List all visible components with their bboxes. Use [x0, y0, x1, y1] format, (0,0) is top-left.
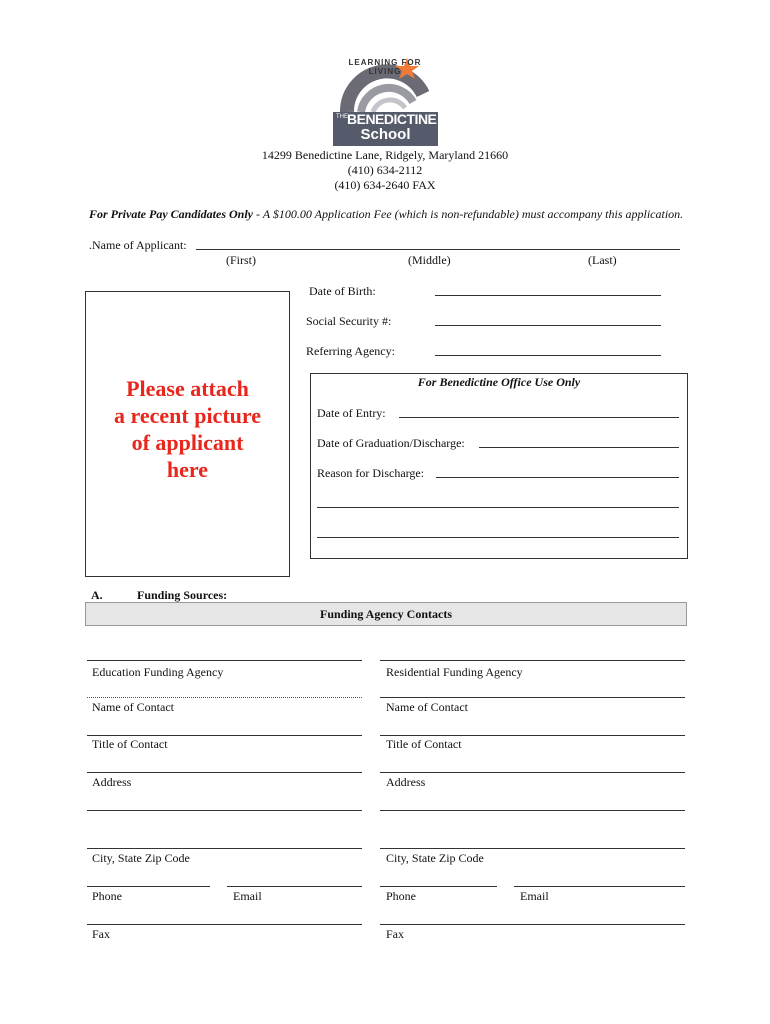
education-phone-label: Phone — [92, 889, 122, 903]
discharge-reason-line-2[interactable] — [317, 507, 679, 508]
discharge-reason-label: Reason for Discharge: — [317, 466, 425, 480]
middle-name-caption: (Middle) — [408, 253, 451, 267]
education-fax-field[interactable] — [87, 924, 362, 925]
applicant-name-label: .Name of Applicant: — [89, 238, 187, 252]
education-address-label: Address — [92, 775, 132, 789]
education-city-field[interactable] — [87, 848, 362, 849]
last-name-caption: (Last) — [588, 253, 617, 267]
first-name-caption: (First) — [226, 253, 256, 267]
dob-label: Date of Birth: — [309, 284, 376, 298]
entry-date-label: Date of Entry: — [317, 406, 386, 420]
residential-agency-field[interactable] — [380, 660, 685, 661]
education-title-field[interactable] — [87, 735, 362, 736]
residential-city-field[interactable] — [380, 848, 685, 849]
office-use-title: For Benedictine Office Use Only — [417, 375, 581, 389]
education-phone-field[interactable] — [87, 886, 210, 887]
education-title-label: Title of Contact — [92, 737, 168, 751]
photo-box[interactable] — [85, 291, 290, 577]
residential-phone-field[interactable] — [380, 886, 497, 887]
residential-agency-label: Residential Funding Agency — [386, 665, 523, 679]
education-address-field[interactable] — [87, 772, 362, 773]
discharge-reason-field[interactable] — [436, 477, 679, 478]
logo-school: School — [360, 126, 411, 143]
education-city-label: City, State Zip Code — [92, 851, 190, 865]
fee-notice — [89, 207, 683, 222]
photo-text-line: of applicant — [131, 430, 244, 455]
school-logo — [333, 54, 438, 146]
residential-email-field[interactable] — [514, 886, 685, 887]
discharge-reason-line-3[interactable] — [317, 537, 679, 538]
fax-line: (410) 634-2640 FAX — [334, 178, 436, 192]
residential-fax-label: Fax — [386, 927, 404, 941]
ssn-label: Social Security #: — [306, 314, 392, 328]
education-address-line-2[interactable] — [87, 810, 362, 811]
residential-email-label: Email — [520, 889, 549, 903]
residential-address-line-2[interactable] — [380, 810, 685, 811]
education-fax-label: Fax — [92, 927, 110, 941]
logo-arc-text: LEARNING FOR LIVING — [348, 58, 422, 76]
residential-title-field[interactable] — [380, 735, 685, 736]
photo-text-line: here — [166, 457, 209, 482]
applicant-name-field[interactable] — [196, 249, 680, 250]
residential-title-label: Title of Contact — [386, 737, 462, 751]
section-letter: A. — [91, 588, 103, 602]
entry-date-field[interactable] — [399, 417, 679, 418]
residential-contact-field[interactable] — [380, 697, 685, 698]
residential-address-field[interactable] — [380, 772, 685, 773]
photo-instructions — [86, 375, 289, 483]
ssn-field[interactable] — [435, 325, 661, 326]
address-line: 14299 Benedictine Lane, Ridgely, Maryland 21660 — [261, 148, 509, 162]
graduation-date-label: Date of Graduation/Discharge: — [317, 436, 465, 450]
section-title: Funding Sources: — [137, 588, 228, 602]
residential-phone-label: Phone — [386, 889, 416, 903]
fee-notice-text: - A $100.00 Application Fee (which is non-refundable) must accompany this application. — [253, 207, 684, 221]
residential-fax-field[interactable] — [380, 924, 685, 925]
education-contact-label: Name of Contact — [92, 700, 174, 714]
education-agency-field[interactable] — [87, 660, 362, 661]
referring-agency-field[interactable] — [435, 355, 661, 356]
graduation-date-field[interactable] — [479, 447, 679, 448]
logo-the: THE — [336, 114, 348, 120]
education-email-field[interactable] — [227, 886, 362, 887]
phone-line: (410) 634-2112 — [347, 163, 423, 177]
office-use-box — [310, 373, 688, 559]
education-contact-field[interactable] — [87, 697, 362, 698]
fee-notice-lead: For Private Pay Candidates Only — [89, 207, 253, 221]
education-agency-label: Education Funding Agency — [92, 665, 224, 679]
residential-city-label: City, State Zip Code — [386, 851, 484, 865]
dob-field[interactable] — [435, 295, 661, 296]
residential-contact-label: Name of Contact — [386, 700, 468, 714]
address-block — [0, 148, 770, 193]
education-email-label: Email — [233, 889, 262, 903]
photo-text-line: Please attach — [126, 376, 249, 401]
funding-contacts-banner: Funding Agency Contacts — [85, 602, 687, 626]
residential-address-label: Address — [386, 775, 426, 789]
photo-text-line: a recent picture — [113, 403, 262, 428]
referring-agency-label: Referring Agency: — [306, 344, 395, 358]
logo-name: BENEDICTINE — [347, 111, 437, 127]
